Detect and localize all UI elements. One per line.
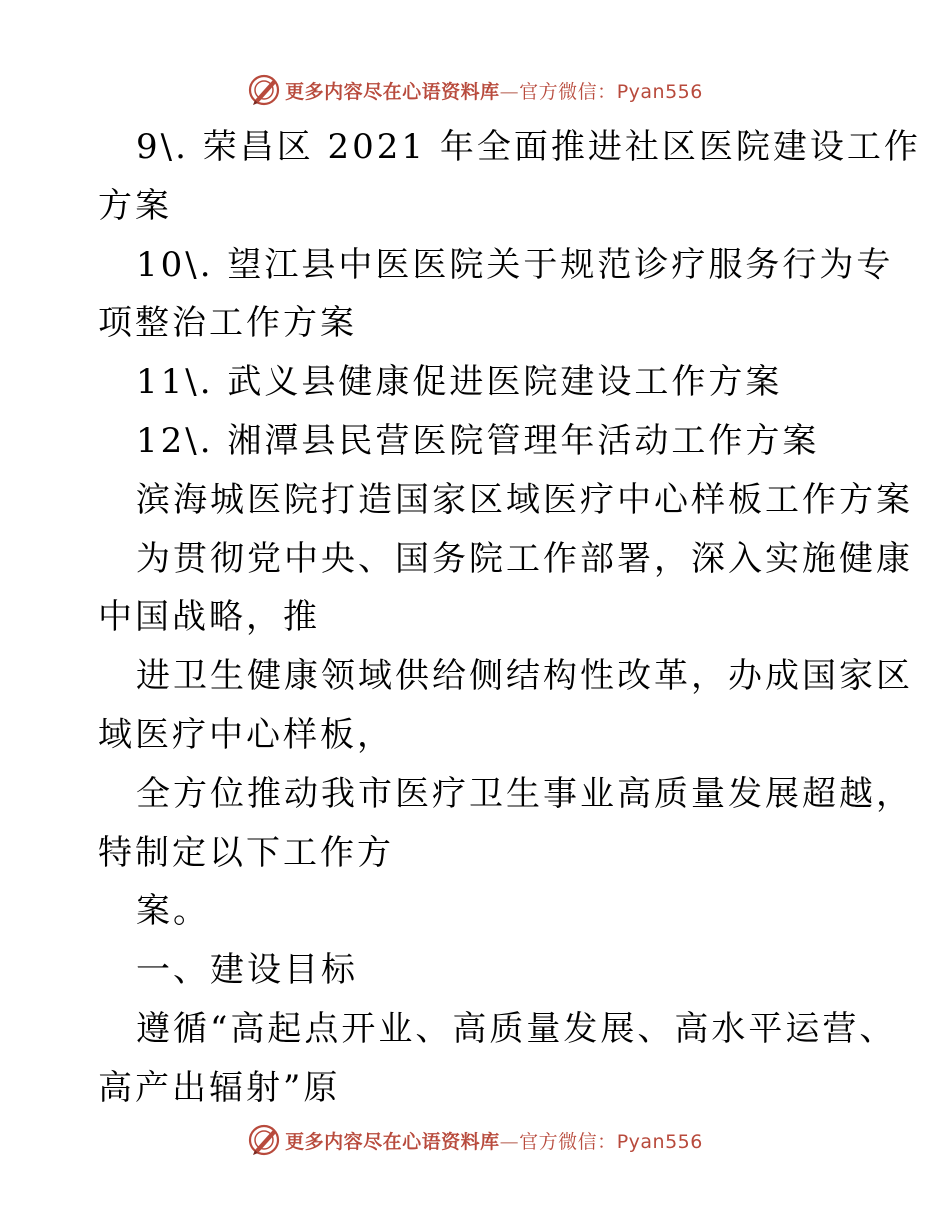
watermark-footer: [0, 1120, 950, 1160]
paragraph-line: 遵循“高起点开业、高质量发展、高水平运营、: [136, 1008, 897, 1049]
list-item-10: 10\. 望江县中医医院关于规范诊疗服务行为专: [136, 244, 894, 285]
paragraph-line: 进卫生健康领域供给侧结构性改革，办成国家区: [136, 656, 913, 697]
paragraph-line: 域医疗中心样板，: [98, 714, 394, 755]
paragraph-line: 为贯彻党中央、国务院工作部署，深入实施健康: [136, 538, 913, 579]
watermark-text: 更多内容尽在心语资料库—官方微信：Pyan556: [285, 80, 703, 103]
list-item-9: 9\. 荣昌区 2021 年全面推进社区医院建设工作: [136, 127, 921, 167]
paragraph-line: 中国战略，推: [98, 597, 320, 638]
pen-logo-icon: [247, 1123, 281, 1157]
paragraph-line: 全方位推动我市医疗卫生事业高质量发展超越，: [136, 773, 913, 814]
pen-logo-icon: [247, 73, 281, 107]
list-item-12: 12\. 湘潭县民营医院管理年活动工作方案: [136, 420, 820, 461]
watermark-text: 更多内容尽在心语资料库—官方微信：Pyan556: [285, 1130, 703, 1153]
section-heading: 一、建设目标: [136, 950, 358, 991]
paragraph-line: 案。: [136, 891, 210, 932]
list-item-9-cont: 方案: [98, 185, 172, 226]
paragraph-line: 特制定以下工作方: [98, 832, 394, 873]
document-body: [98, 118, 921, 1118]
watermark-header: [0, 70, 950, 110]
list-item-11: 11\. 武义县健康促进医院建设工作方案: [136, 362, 783, 403]
document-title: 滨海城医院打造国家区域医疗中心样板工作方案: [136, 479, 913, 520]
list-item-10-cont: 项整治工作方案: [98, 303, 357, 344]
paragraph-line: 高产出辐射”原: [98, 1067, 341, 1108]
